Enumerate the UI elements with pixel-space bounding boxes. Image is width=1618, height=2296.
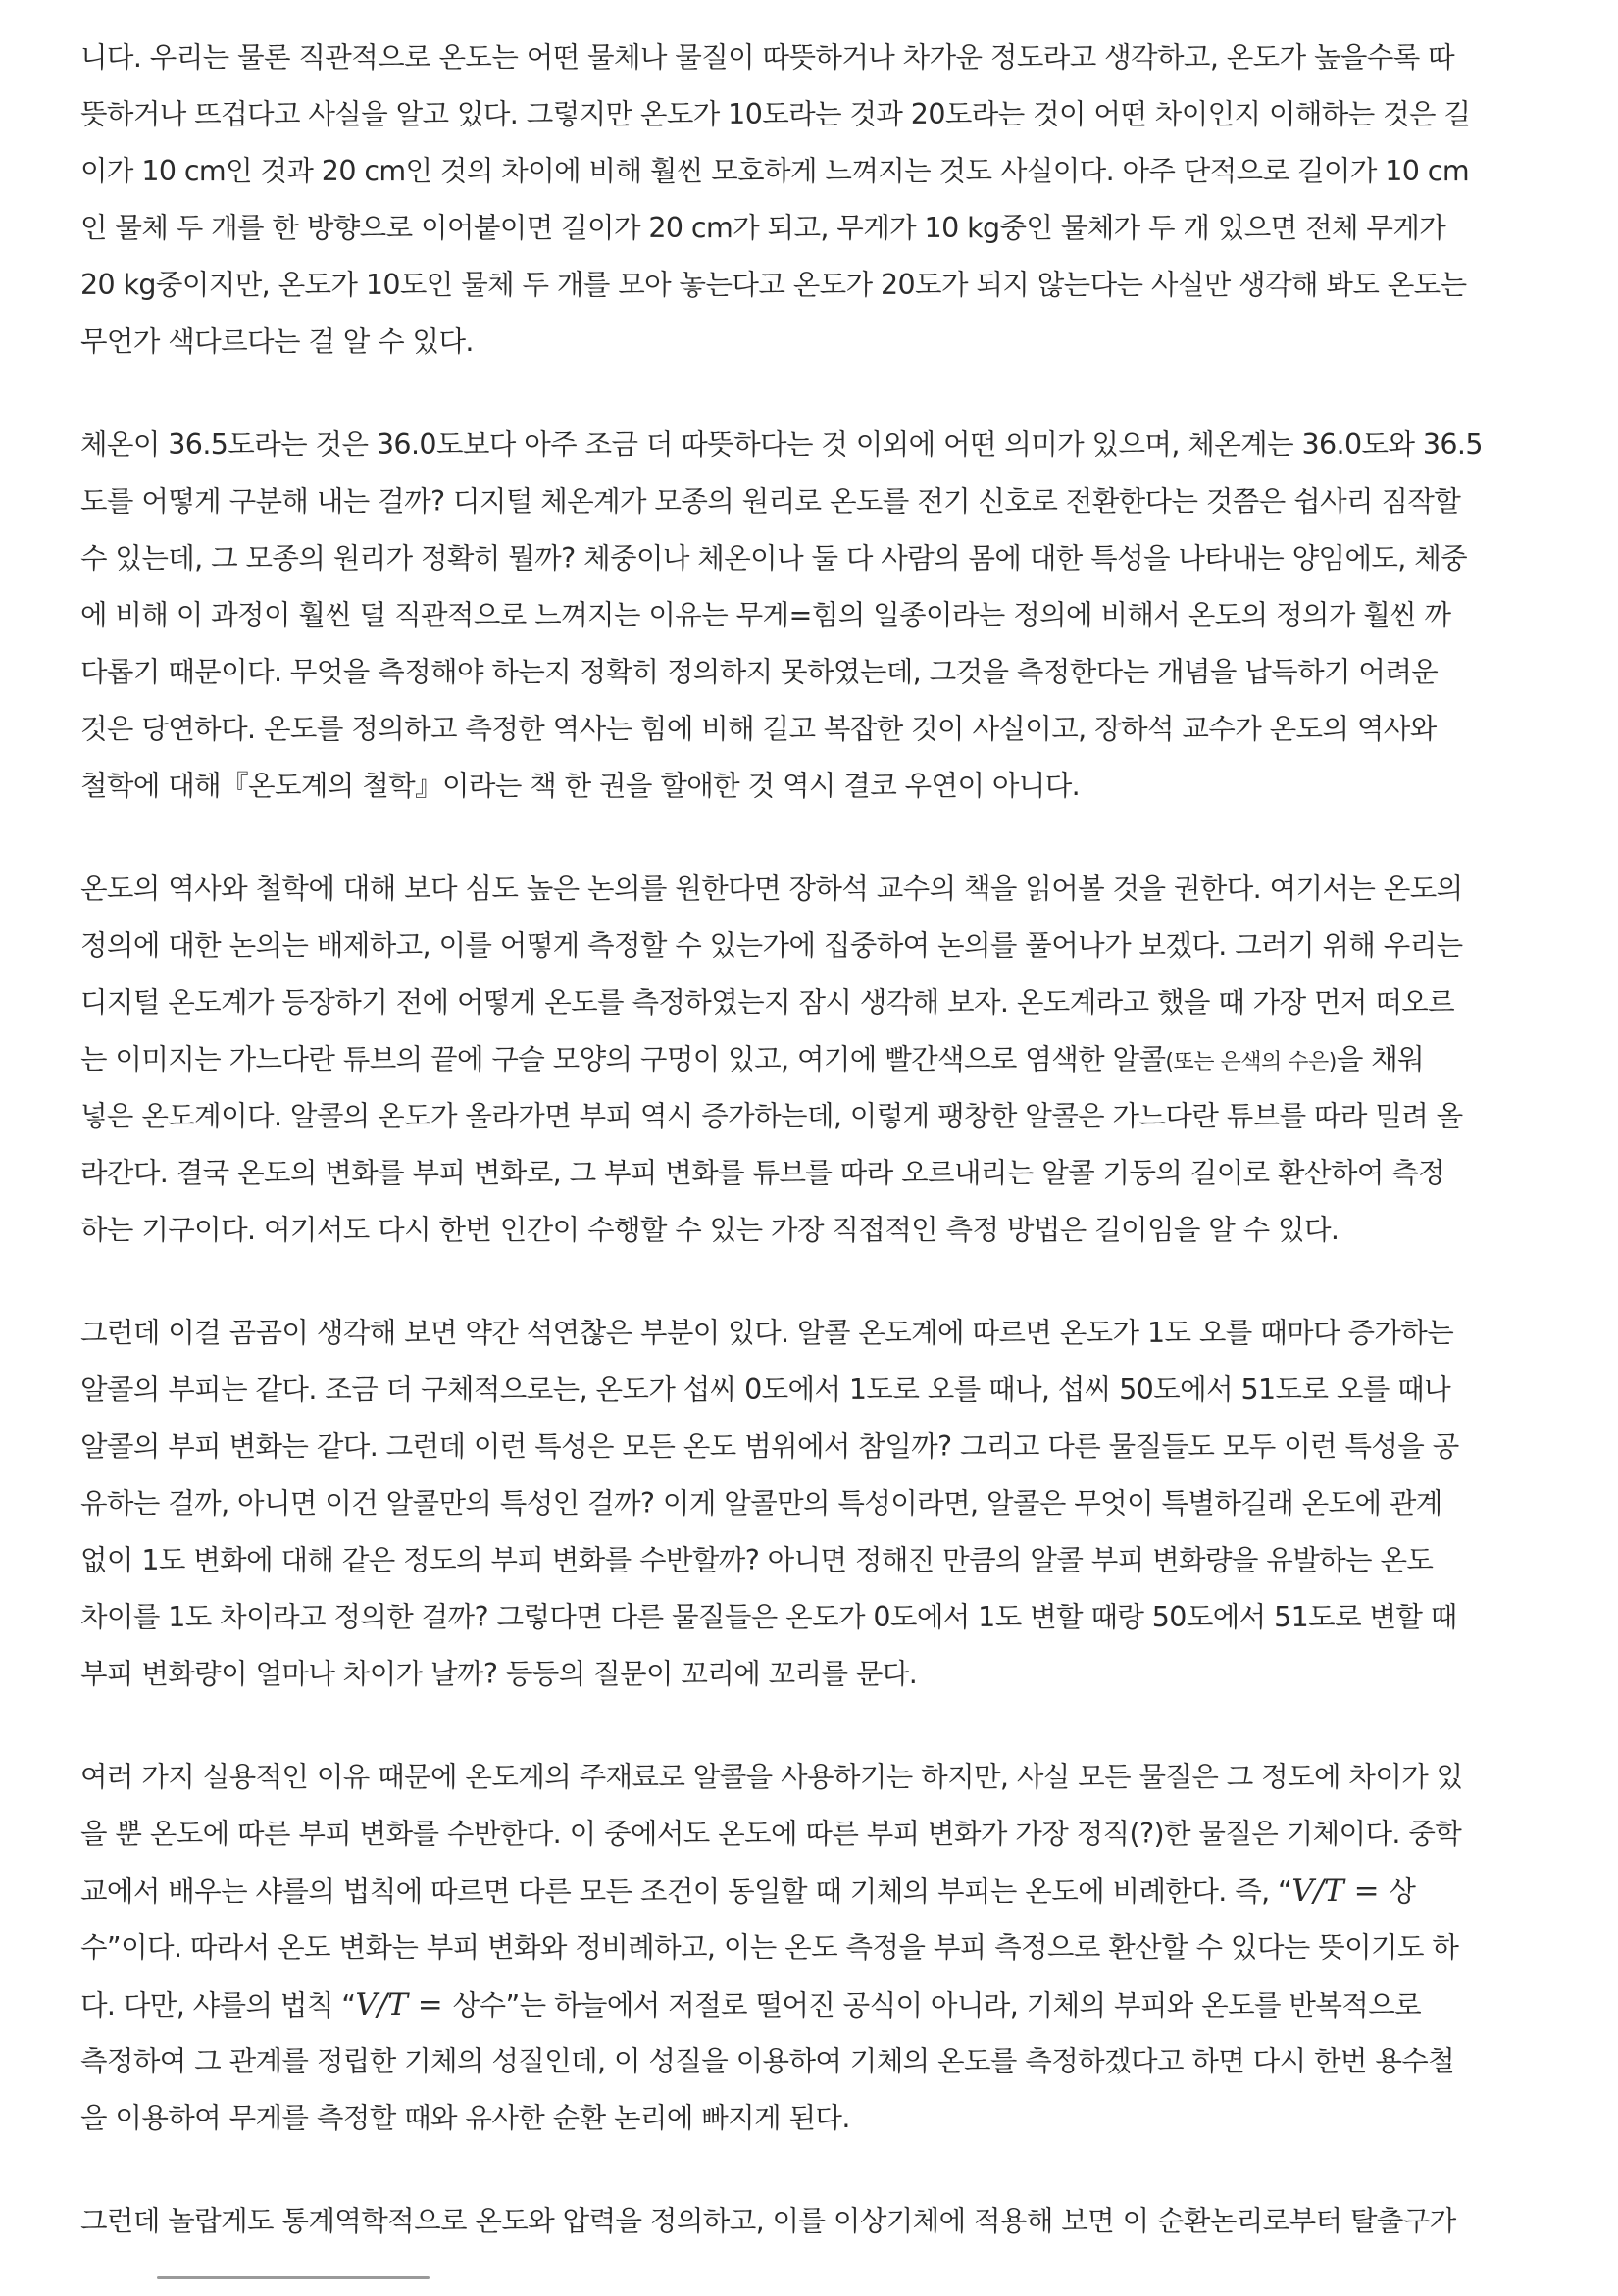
parenthetical-note: (또는 은색의 수은) — [1165, 1050, 1337, 1074]
paragraph-temperature-intuition — [80, 29, 1551, 371]
math-formula: V/T = — [1291, 1873, 1390, 1909]
paragraph-statistical-mechanics — [80, 2193, 1551, 2250]
text-run: 다. 다만, 샤를의 법칙 “ — [80, 1989, 356, 2021]
text-line: 여러 가지 실용적인 이유 때문에 온도계의 주재료로 알콜을 사용하기는 하지만, 사실 모든 물질은 그 정도에 차이가 있 — [80, 1761, 1463, 1793]
text-line: 뜻하거나 뜨겁다고 사실을 알고 있다. 그렇지만 온도가 10도라는 것과 20도라는 것이 어떤 차이인지 이해하는 것은 길 — [80, 98, 1471, 130]
text-line: 측정하여 그 관계를 정립한 기체의 성질인데, 이 성질을 이용하여 기체의 온도를 측정하겠다고 하면 다시 한번 용수철 — [80, 2045, 1455, 2077]
text-line: 무언가 색다르다는 걸 알 수 있다. — [80, 325, 474, 358]
paragraph-body-temperature — [80, 417, 1551, 815]
text-line: 라간다. 결국 온도의 변화를 부피 변화로, 그 부피 변화를 튜브를 따라 오르내리는 알콜 기둥의 길이로 환산하여 측정 — [80, 1157, 1445, 1189]
text-line: 을 뿐 온도에 따른 부피 변화를 수반한다. 이 중에서도 온도에 따른 부피 변화가 가장 정직(?)한 물질은 기체이다. 중학 — [80, 1818, 1462, 1850]
text-line: 을 이용하여 무게를 측정할 때와 유사한 순환 논리에 빠지게 된다. — [80, 2102, 850, 2134]
text-line: 에 비해 이 과정이 훨씬 덜 직관적으로 느껴지는 이유는 무게=힘의 일종이라는 정의에 비해서 온도의 정의가 훨씬 까 — [80, 599, 1451, 631]
text-line: 정의에 대한 논의는 배제하고, 이를 어떻게 측정할 수 있는가에 집중하여 논의를 풀어나가 보겠다. 그러기 위해 우리는 — [80, 929, 1463, 962]
paragraph-alcohol-thermometer — [80, 861, 1551, 1259]
text-line: 체온이 36.5도라는 것은 36.0도보다 아주 조금 더 따뜻하다는 것 이외에 어떤 의미가 있으며, 체온계는 36.0도와 36.5 — [80, 428, 1483, 461]
text-line — [80, 1031, 1551, 1088]
text-line: 니다. 우리는 물론 직관적으로 온도는 어떤 물체나 물질이 따뜻하거나 차가운 정도라고 생각하고, 온도가 높을수록 따 — [80, 41, 1455, 74]
text-run: 는 이미지는 가느다란 튜브의 끝에 구슬 모양의 구멍이 있고, 여기에 빨간색으로 염색한 알콜 — [80, 1043, 1166, 1075]
text-line: 하는 기구이다. 여기서도 다시 한번 인간이 수행할 수 있는 가장 직접적인 측정 방법은 길이임을 알 수 있다. — [80, 1214, 1340, 1246]
text-line: 알콜의 부피 변화는 같다. 그런데 이런 특성은 모든 온도 범위에서 참일까? 그리고 다른 물질들도 모두 이런 특성을 공 — [80, 1430, 1459, 1463]
text-line: 철학에 대해『온도계의 철학』이라는 책 한 권을 할애한 것 역시 결코 우연이 아니다. — [80, 770, 1081, 802]
text-line: 차이를 1도 차이라고 정의한 걸까? 그렇다면 다른 물질들은 온도가 0도에서 1도 변할 때랑 50도에서 51도로 변할 때 — [80, 1601, 1457, 1633]
footnote-divider — [157, 2276, 430, 2279]
text-line: 수”이다. 따라서 온도 변화는 부피 변화와 정비례하고, 이는 온도 측정을 부피 측정으로 환산할 수 있다는 뜻이기도 하 — [80, 1931, 1459, 1964]
text-run: 상 — [1389, 1875, 1416, 1908]
text-run: 교에서 배우는 샤를의 법칙에 따르면 다른 모든 조건이 동일할 때 기체의 부피는 온도에 비례한다. 즉, “ — [80, 1875, 1292, 1908]
text-line — [80, 1863, 1551, 1920]
text-line: 유하는 걸까, 아니면 이건 알콜만의 특성인 걸까? 이게 알콜만의 특성이라면, 알콜은 무엇이 특별하길래 온도에 관계 — [80, 1487, 1442, 1520]
math-formula: V/T = — [355, 1987, 453, 2022]
article-body — [80, 29, 1551, 2296]
text-run: 을 채워 — [1336, 1043, 1425, 1075]
text-line: 것은 당연하다. 온도를 정의하고 측정한 역사는 힘에 비해 길고 복잡한 것이 사실이고, 장하석 교수가 온도의 역사와 — [80, 713, 1437, 745]
text-run: 상수”는 하늘에서 저절로 떨어진 공식이 아니라, 기체의 부피와 온도를 반복적으로 — [452, 1989, 1422, 2021]
text-line: 다롭기 때문이다. 무엇을 측정해야 하는지 정확히 정의하지 못하였는데, 그것을 측정한다는 개념을 납득하기 어려운 — [80, 656, 1439, 688]
text-line: 그런데 놀랍게도 통계역학적으로 온도와 압력을 정의하고, 이를 이상기체에 적용해 보면 이 순환논리로부터 탈출구가 — [80, 2205, 1456, 2237]
text-line: 20 kg중이지만, 온도가 10도인 물체 두 개를 모아 놓는다고 온도가 20도가 되지 않는다는 사실만 생각해 봐도 온도는 — [80, 269, 1467, 301]
text-line: 온도의 역사와 철학에 대해 보다 심도 높은 논의를 원한다면 장하석 교수의 책을 읽어볼 것을 권한다. 여기서는 온도의 — [80, 873, 1463, 905]
text-line — [80, 1976, 1551, 2033]
text-line: 이가 10 cm인 것과 20 cm인 것의 차이에 비해 훨씬 모호하게 느껴지는 것도 사실이다. 아주 단적으로 길이가 10 cm — [80, 155, 1470, 187]
text-line: 인 물체 두 개를 한 방향으로 이어붙이면 길이가 20 cm가 되고, 무게가 10 kg중인 물체가 두 개 있으면 전체 무게가 — [80, 212, 1446, 244]
text-line: 도를 어떻게 구분해 내는 걸까? 디지털 체온계가 모종의 원리로 온도를 전기 신호로 전환한다는 것쯤은 쉽사리 짐작할 — [80, 485, 1461, 518]
text-line: 넣은 온도계이다. 알콜의 온도가 올라가면 부피 역시 증가하는데, 이렇게 팽창한 알콜은 가느다란 튜브를 따라 밀려 올 — [80, 1100, 1463, 1132]
text-line: 디지털 온도계가 등장하기 전에 어떻게 온도를 측정하였는지 잠시 생각해 보자. 온도계라고 했을 때 가장 먼저 떠오르 — [80, 986, 1455, 1019]
text-line: 수 있는데, 그 모종의 원리가 정확히 뭘까? 체중이나 체온이나 둘 다 사람의 몸에 대한 특성을 나타내는 양임에도, 체중 — [80, 542, 1468, 574]
paragraph-charles-law — [80, 1749, 1551, 2147]
paragraph-volume-questions — [80, 1305, 1551, 1703]
text-line: 알콜의 부피는 같다. 조금 더 구체적으로는, 온도가 섭씨 0도에서 1도로 오를 때나, 섭씨 50도에서 51도로 오를 때나 — [80, 1373, 1451, 1406]
text-line: 부피 변화량이 얼마나 차이가 날까? 등등의 질문이 꼬리에 꼬리를 문다. — [80, 1658, 918, 1690]
text-line: 없이 1도 변화에 대해 같은 정도의 부피 변화를 수반할까? 아니면 정해진 만큼의 알콜 부피 변화량을 유발하는 온도 — [80, 1544, 1434, 1576]
text-line: 그런데 이걸 곰곰이 생각해 보면 약간 석연찮은 부분이 있다. 알콜 온도계에 따르면 온도가 1도 오를 때마다 증가하는 — [80, 1317, 1454, 1349]
